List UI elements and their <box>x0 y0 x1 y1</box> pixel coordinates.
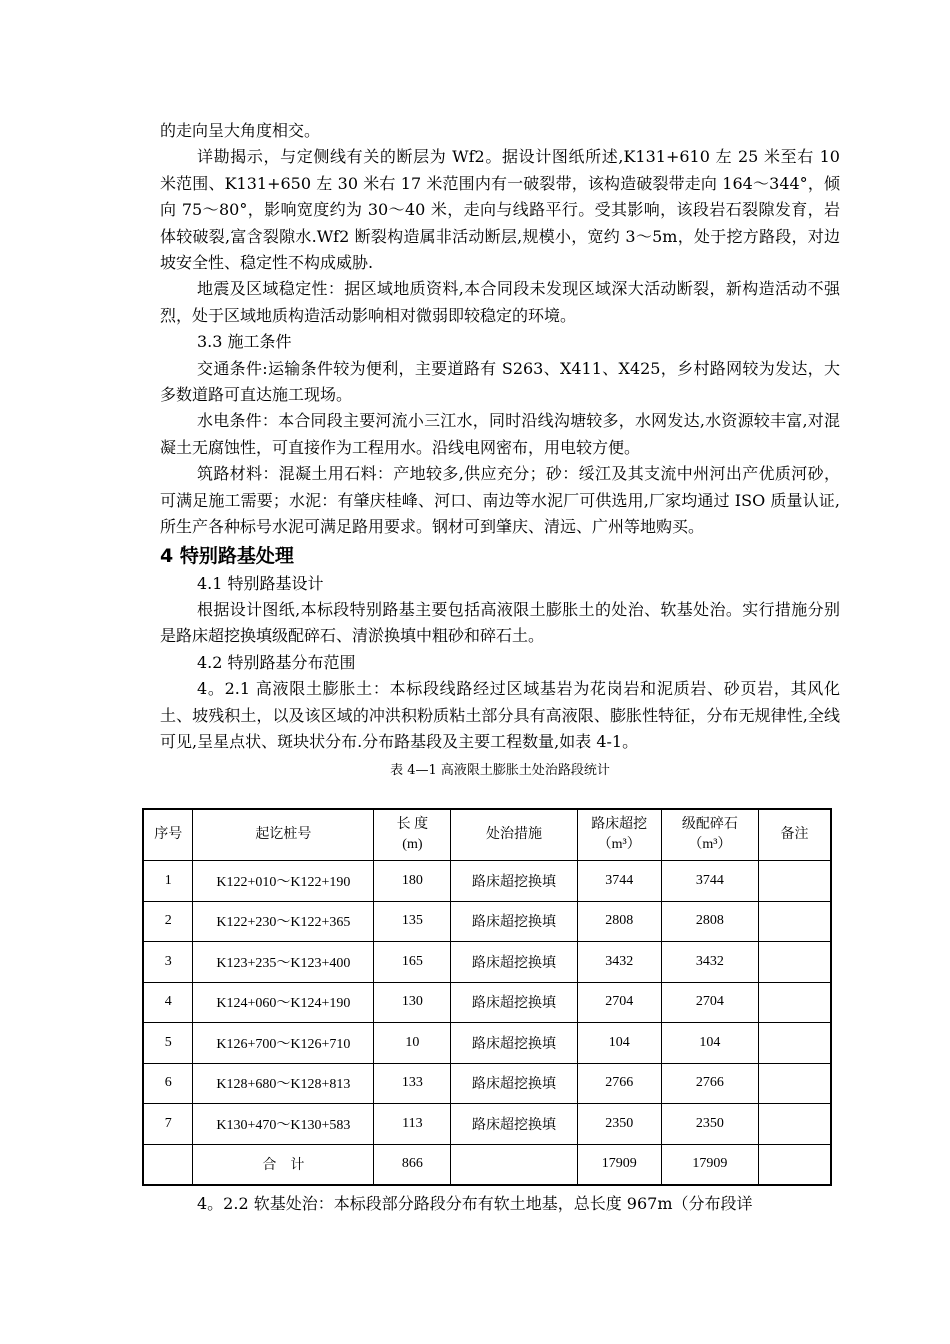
table-cell: 路床超挖换填 <box>451 1104 577 1145</box>
table-cell <box>451 1144 577 1185</box>
paragraph: 4。2.1 高液限土膨胀土：本标段线路经过区域基岩为花岗岩和泥质岩、砂页岩，其风化土、坡残积土，以及该区域的冲洪积粉质粘土部分具有高液限、膨胀性特征，分布无规律性,全线可见,呈星点状、斑块状分布.分布路基段及主要工程数量,如表 4-1。 <box>160 679 840 751</box>
table-cell: K126+700～K126+710 <box>193 1023 374 1064</box>
table-row <box>143 861 831 902</box>
table-cell: 6 <box>143 1063 193 1104</box>
table-total-row <box>143 1144 831 1185</box>
paragraphs-before <box>160 118 840 541</box>
table-cell: 2766 <box>661 1063 758 1104</box>
subsection-heading: 4.1 特别路基设计 <box>197 573 324 593</box>
header-cell: 路床超挖 （m³） <box>577 809 661 861</box>
table-cell: 7 <box>143 1104 193 1145</box>
table-cell: 2766 <box>577 1063 661 1104</box>
table-cell: K130+470～K130+583 <box>193 1104 374 1145</box>
table-cell <box>758 1104 831 1145</box>
table-cell: K123+235～K123+400 <box>193 942 374 983</box>
table-cell: 133 <box>374 1063 451 1104</box>
table-cell: 4 <box>143 982 193 1023</box>
document-body <box>160 118 840 795</box>
paragraph: 根据设计图纸,本标段特别路基主要包括高液限土膨胀土的处治、软基处治。实行措施分别是路床超挖换填级配碎石、清淤换填中粗砂和碎石土。 <box>160 599 840 646</box>
table-cell: 3432 <box>661 942 758 983</box>
paragraph: 筑路材料：混凝土用石料：产地较多,供应充分；砂：绥江及其支流中州河出产优质河砂，可满足施工需要；水泥：有肇庆桂峰、河口、南边等水泥厂可供选用,厂家均通过 ISO 质量认证,所生产各种标号水泥可满足路用要求。钢材可到肇庆、清远、广州等地购买。 <box>160 464 840 537</box>
table-row <box>143 982 831 1023</box>
table-cell: 5 <box>143 1023 193 1064</box>
table-cell: K122+230～K122+365 <box>193 901 374 942</box>
header-cell: 备注 <box>758 809 831 861</box>
table-cell: 180 <box>374 861 451 902</box>
table-cell: 2704 <box>661 982 758 1023</box>
paragraph: 水电条件：本合同段主要河流小三江水，同时沿线沟塘较多，水网发达,水资源较丰富,对混凝土无腐蚀性，可直接作为工程用水。沿线电网密布，用电较方便。 <box>160 411 840 457</box>
paragraphs-section <box>160 571 840 756</box>
table-cell: 1 <box>143 861 193 902</box>
table-cell: 2350 <box>577 1104 661 1145</box>
table-cell <box>758 1063 831 1104</box>
table-row <box>143 1023 831 1064</box>
header-cell: 长 度 (m) <box>374 809 451 861</box>
table-cell: 10 <box>374 1023 451 1064</box>
table-cell: 866 <box>374 1144 451 1185</box>
table-body <box>143 861 831 1186</box>
table-cell <box>758 1144 831 1185</box>
table-cell: 合 计 <box>193 1144 374 1185</box>
table-cell: K124+060～K124+190 <box>193 982 374 1023</box>
table-cell <box>758 942 831 983</box>
table-cell <box>758 982 831 1023</box>
table-cell: 165 <box>374 942 451 983</box>
header-cell: 起讫桩号 <box>193 809 374 861</box>
table-cell: 3744 <box>577 861 661 902</box>
header-cell: 处治措施 <box>451 809 577 861</box>
table-cell: 104 <box>661 1023 758 1064</box>
table-cell: 3744 <box>661 861 758 902</box>
paragraph: 4。2.2 软基处治：本标段部分路段分布有软土地基，总长度 967m（分布段详 <box>197 1194 753 1213</box>
table-cell: 路床超挖换填 <box>451 942 577 983</box>
paragraph: 地震及区域稳定性：据区域地质资料,本合同段未发现区域深大活动断裂，新构造活动不强烈，处于区域地质构造活动影响相对微弱即较稳定的环境。 <box>160 279 840 325</box>
table-cell: 2350 <box>661 1104 758 1145</box>
table-row <box>143 1063 831 1104</box>
table-cell: 路床超挖换填 <box>451 1023 577 1064</box>
table-row <box>143 1104 831 1145</box>
table-cell: 路床超挖换填 <box>451 861 577 902</box>
table-cell: 3432 <box>577 942 661 983</box>
table-cell: 2808 <box>661 901 758 942</box>
table-cell: 路床超挖换填 <box>451 901 577 942</box>
table-cell: 17909 <box>661 1144 758 1185</box>
paragraph-after-wrap <box>160 1191 840 1217</box>
table-cell: 104 <box>577 1023 661 1064</box>
subsection-heading: 4.2 特别路基分布范围 <box>197 652 356 672</box>
table-caption: 表 4—1 高液限土膨胀土处治路段统计 <box>390 763 610 779</box>
table-cell: 2 <box>143 901 193 942</box>
table-cell <box>758 1023 831 1064</box>
table-cell: 路床超挖换填 <box>451 982 577 1023</box>
statistics-table <box>142 808 832 1186</box>
table-cell: 113 <box>374 1104 451 1145</box>
header-cell: 级配碎石 （m³） <box>661 809 758 861</box>
paragraph: 交通条件:运输条件较为便利，主要道路有 S263、X411、X425，乡村路网较为发达，大多数道路可直达施工现场。 <box>160 358 840 405</box>
header-cell: 序号 <box>143 809 193 861</box>
table-cell: K128+680～K128+813 <box>193 1063 374 1104</box>
table-cell: 3 <box>143 942 193 983</box>
section-heading: 4 特别路基处理 <box>160 544 294 567</box>
table-cell <box>143 1144 193 1185</box>
subsection-heading: 3.3 施工条件 <box>197 332 292 352</box>
table-cell: K122+010～K122+190 <box>193 861 374 902</box>
paragraph: 详勘揭示，与定侧线有关的断层为 Wf2。据设计图纸所述,K131+610 左 25 米至右 10 米范围、K131+650 左 30 米右 17 米范围内有一破裂带，该构造破裂带走向 164～344°，倾向 75～80°，影响宽度约为 30～40 米，走向与线路平行。受其影响，该段岩石裂隙发育，岩体较破裂,富含裂隙水.Wf2 断裂构造属非活动断层,规模小，宽约 3～5m，处于挖方路段，对边坡安全性、稳定性不构成威胁. <box>160 147 840 273</box>
table-cell: 135 <box>374 901 451 942</box>
table-cell: 17909 <box>577 1144 661 1185</box>
table-cell <box>758 901 831 942</box>
paragraph: 的走向呈大角度相交。 <box>160 121 321 140</box>
table-cell: 路床超挖换填 <box>451 1063 577 1104</box>
table-row <box>143 942 831 983</box>
table-cell: 2704 <box>577 982 661 1023</box>
table-cell: 2808 <box>577 901 661 942</box>
table-cell <box>758 861 831 902</box>
table-cell: 130 <box>374 982 451 1023</box>
table-header-row <box>143 809 831 861</box>
table-row <box>143 901 831 942</box>
